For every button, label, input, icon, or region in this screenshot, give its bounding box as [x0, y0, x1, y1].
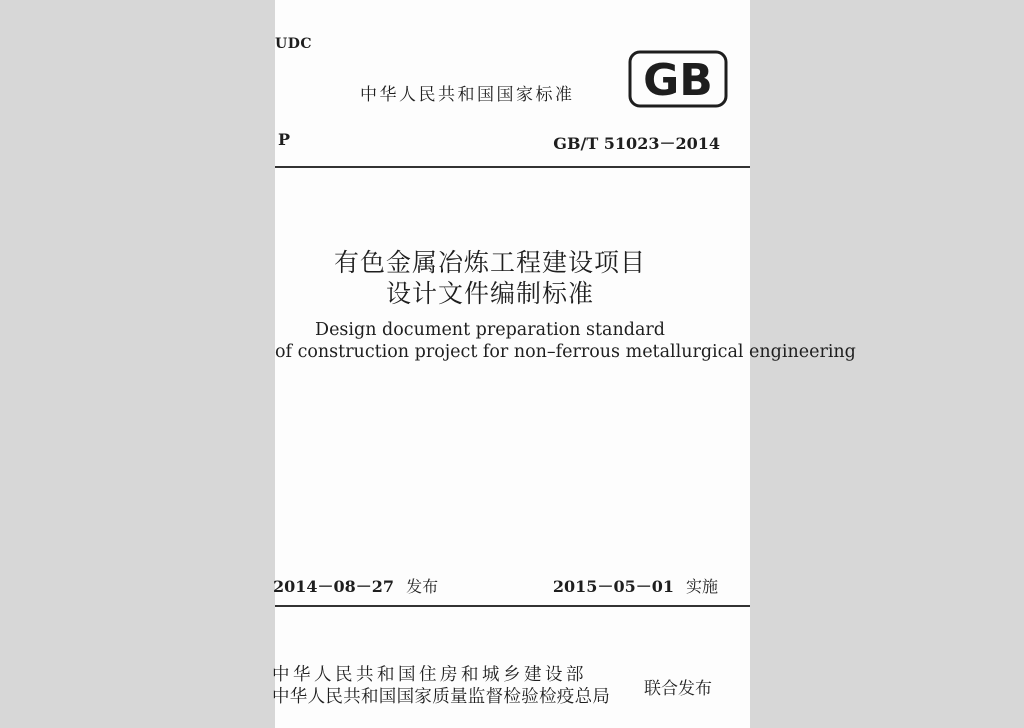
joint-issue-label: 联合发布 [644, 679, 712, 699]
issue-date-line [273, 574, 438, 597]
gb-logo [628, 50, 728, 108]
title-english-line-2: of construction project for non–ferrous metallurgical engineering [275, 342, 856, 362]
top-divider [275, 166, 750, 168]
title-chinese-line-1: 有色金属冶炼工程建设项目 [333, 248, 646, 277]
implementation-label: 实施 [685, 577, 718, 596]
issue-label: 发布 [406, 577, 439, 596]
title-english-line-1: Design document preparation standard [315, 320, 665, 340]
issuer-ministry: 中华人民共和国住房和城乡建设部 [272, 665, 587, 685]
implementation-date: 2015－05－01 [552, 577, 674, 596]
gb-logo-text: GB [643, 55, 713, 106]
category-code: P [278, 130, 291, 149]
implementation-date-line [553, 574, 718, 597]
bottom-divider [275, 605, 750, 607]
udc-label: UDC [275, 36, 312, 52]
standard-cover-page [272, 0, 856, 728]
standard-number: GB/T 51023－2014 [553, 134, 720, 153]
issuer-aqsiq: 中华人民共和国国家质量监督检验检疫总局 [272, 687, 611, 707]
title-chinese-line-2: 设计文件编制标准 [385, 279, 594, 308]
national-standard-heading: 中华人民共和国国家标准 [360, 85, 575, 105]
issue-date: 2014－08－27 [273, 577, 395, 596]
